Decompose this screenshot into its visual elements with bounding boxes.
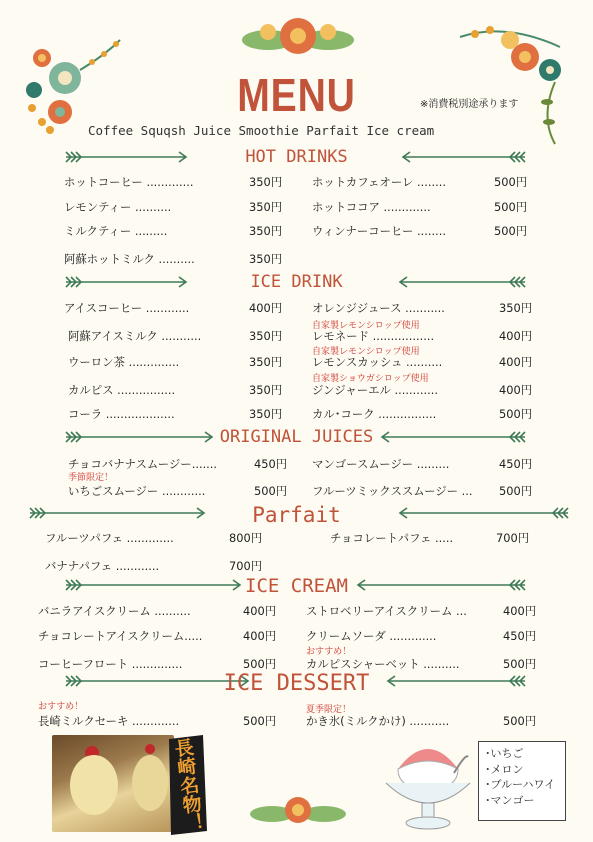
flavor-item: ･マンゴー <box>485 793 535 807</box>
item-price: 700円 <box>229 559 263 573</box>
menu-item: チョコレートパフェ ..... <box>330 531 454 545</box>
item-price: 400円 <box>503 604 537 618</box>
page-title: MENU <box>237 69 356 121</box>
item-price: 400円 <box>499 355 533 369</box>
menu-item: マンゴースムージー ......... <box>312 457 450 471</box>
shaved-ice-illustration <box>384 733 472 833</box>
menu-item: ジンジャーエル ............ <box>312 383 439 397</box>
flower-decoration-bottom-center <box>246 792 350 832</box>
section-parfait: Parfait <box>252 503 341 527</box>
item-price: 500円 <box>243 657 277 671</box>
item-note: おすすめ！ <box>38 702 84 712</box>
flavor-item: ･いちご <box>485 747 524 760</box>
item-price: 500円 <box>499 407 533 421</box>
menu-item: ホットココア ............. <box>312 200 431 214</box>
item-price: 350円 <box>249 355 283 369</box>
section-ice-dessert: ICE DESSERT <box>223 671 370 696</box>
section-hot-drinks: HOT DRINKS <box>245 147 348 167</box>
milkshake-illustration <box>52 735 174 832</box>
flavor-item: ･メロン <box>485 762 524 776</box>
section-ice-drink: ICE DRINK <box>250 272 343 292</box>
item-note: 自家製レモンシロップ使用 <box>312 321 420 331</box>
menu-item: コーヒーフロート .............. <box>38 657 183 671</box>
item-price: 350円 <box>249 224 283 238</box>
menu-item: ホットカフェオーレ ........ <box>312 175 446 189</box>
menu-item: フルーツミックススムージー ... <box>312 484 473 498</box>
item-note: 季節限定！ <box>68 473 114 483</box>
item-price: 700円 <box>496 531 530 545</box>
item-price: 450円 <box>254 457 288 471</box>
menu-item: 阿蘇ホットミルク .......... <box>64 252 195 266</box>
item-note: おすすめ！ <box>306 647 352 657</box>
menu-item: バナナパフェ ............ <box>45 559 160 573</box>
item-note: 自家製レモンシロップ使用 <box>312 347 420 357</box>
menu-item: ミルクティー ......... <box>64 224 168 238</box>
menu-item: ウーロン茶 .............. <box>68 355 180 369</box>
item-price: 400円 <box>499 329 533 343</box>
menu-item: アイスコーヒー ............ <box>64 301 190 315</box>
menu-item: チョコバナナスムージー....... <box>68 457 218 471</box>
item-price: 400円 <box>243 629 277 643</box>
menu-item: レモンスカッシュ .......... <box>312 355 443 369</box>
item-price: 500円 <box>494 200 528 214</box>
tax-note: ※消費税別途承ります <box>420 99 519 110</box>
section-ice-cream: ICE CREAM <box>245 575 348 597</box>
item-note: 自家製ショウガシロップ使用 <box>312 374 429 384</box>
menu-subtitle: Coffee Squqsh Juice Smoothie Parfait Ice cream <box>88 123 435 138</box>
item-price: 400円 <box>499 383 533 397</box>
item-price: 450円 <box>503 629 537 643</box>
menu-item: 阿蘇アイスミルク ........... <box>68 329 202 343</box>
item-price: 500円 <box>494 175 528 189</box>
item-price: 400円 <box>243 604 277 618</box>
item-price: 500円 <box>503 714 537 728</box>
item-price: 500円 <box>243 714 277 728</box>
menu-item: フルーツパフェ ............. <box>45 531 174 545</box>
menu-item: オレンジジュース ........... <box>312 301 445 315</box>
item-price: 350円 <box>249 252 283 266</box>
menu-item: カルピスシャーベット .......... <box>306 657 460 671</box>
menu-item: レモンティー .......... <box>64 200 172 214</box>
menu-item: 長崎ミルクセーキ ............. <box>38 714 180 728</box>
menu-item: カルピス ................ <box>68 383 176 397</box>
item-price: 350円 <box>249 329 283 343</box>
item-price: 500円 <box>254 484 288 498</box>
item-price: 350円 <box>249 200 283 214</box>
item-price: 800円 <box>229 531 263 545</box>
menu-item: クリームソーダ ............. <box>306 629 437 643</box>
menu-item: ウィンナーコーヒー ........ <box>312 224 446 238</box>
menu-item: カル･コーク ................ <box>312 407 437 421</box>
flower-decoration-top-center <box>236 10 360 62</box>
item-price: 400円 <box>249 301 283 315</box>
section-original-juices: ORIGINAL JUICES <box>219 427 374 447</box>
item-price: 350円 <box>249 383 283 397</box>
menu-item: コーラ ................... <box>68 407 175 421</box>
flavor-item: ･ブルーハワイ <box>485 778 556 791</box>
item-note: 夏季限定！ <box>306 705 352 715</box>
flavor-list <box>478 741 566 821</box>
item-price: 500円 <box>499 484 533 498</box>
item-price: 350円 <box>249 175 283 189</box>
item-price: 450円 <box>499 457 533 471</box>
menu-item: ホットコーヒー ............. <box>64 175 194 189</box>
item-price: 500円 <box>503 657 537 671</box>
milkshake-photo <box>52 735 174 832</box>
menu-item: チョコレートアイスクリーム..... <box>38 629 203 643</box>
item-price: 500円 <box>494 224 528 238</box>
meibutsu-label: 長崎名物！ <box>170 736 206 834</box>
menu-item: かき氷(ミルクかけ) ........... <box>306 714 450 728</box>
menu-item: バニラアイスクリーム .......... <box>38 604 191 618</box>
menu-item: ストロベリーアイスクリーム ... <box>306 604 467 618</box>
item-price: 350円 <box>249 407 283 421</box>
menu-item: レモネード ................. <box>312 329 435 343</box>
menu-item: いちごスムージー ............ <box>68 484 206 498</box>
item-price: 350円 <box>499 301 533 315</box>
